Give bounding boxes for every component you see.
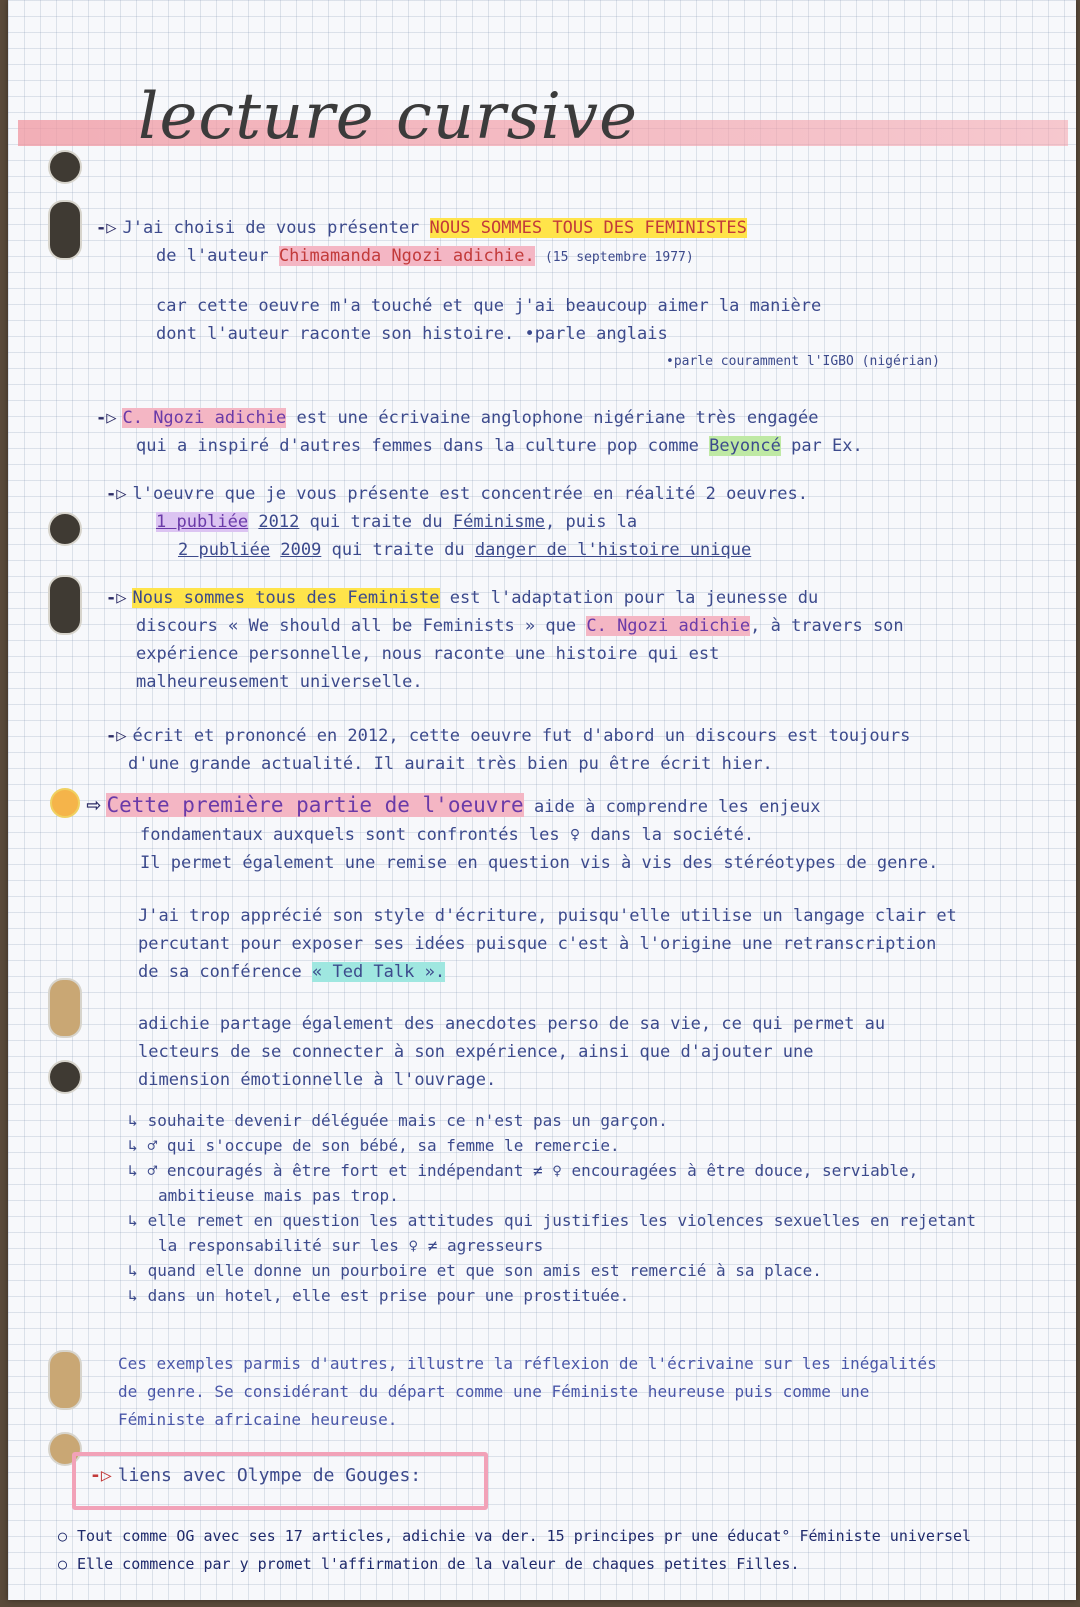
adaptation-block: -▷ Nous sommes tous des Feministe est l'adaptation pour la jeunesse du discours « We should all be Feminists » que C. Ngozi adichie, à travers son expérience personnelle, nous raconte une histoire qui est malheureusement universelle. xyxy=(106,588,904,692)
list-item: ↳ quand elle donne un pourboire et que son amis est remercié à sa place. xyxy=(128,1261,822,1280)
binder-hole xyxy=(48,1350,82,1410)
reflection-block: Ces exemples parmis d'autres, illustre la réflexion de l'écrivaine sur les inégalités de genre. Se considérant du départ comme une Féministe heureuse puis comme une Féministe africaine heureuse. xyxy=(118,1354,937,1429)
list-item: ↳ elle remet en question les attitudes qui justifies les violences sexuelles en rejetant xyxy=(128,1211,977,1230)
binder-hole xyxy=(48,512,82,546)
works-block: -▷ l'oeuvre que je vous présente est concentrée en réalité 2 oeuvres. 1 publiée 2012 qui traite du Féminisme, puis la 2 publiée 2009 qui traite du danger de l'histoire unique xyxy=(106,484,808,560)
author-name: Chimamanda Ngozi adichie. xyxy=(278,246,535,266)
list-item: ↳ dans un hotel, elle est prise pour une prostituée. xyxy=(128,1286,630,1305)
list-item: ↳ ♂ encouragés à être fort et indépendant ≠ ♀ encouragées à être douce, serviable, xyxy=(128,1161,919,1180)
list-item: ↳ souhaite devenir déléguée mais ce n'est pas un garçon. xyxy=(128,1111,668,1130)
author-paragraph: -▷ C. Ngozi adichie est une écrivaine anglophone nigériane très engagée qui a inspiré d'autres femmes dans la culture pop comme Beyoncé par Ex. xyxy=(96,408,863,456)
binder-hole xyxy=(48,150,82,184)
orange-bullet-icon xyxy=(50,788,80,818)
comparison-block: ○ Tout comme OG avec ses 17 articles, adichie va der. 15 principes pr une éducat° Féministe universel ○ Elle commence par y promet l'affirmation de la valeur de chaques petites Filles. xyxy=(58,1527,972,1573)
reason-block: car cette oeuvre m'a touché et que j'ai beaucoup aimer la manière dont l'auteur raconte son histoire. •parle anglais •parle couramment l'IGBO (nigérian) xyxy=(156,296,940,369)
binder-hole xyxy=(48,200,82,260)
book-title: NOUS SOMMES TOUS DES FEMINISTES xyxy=(429,218,747,238)
binder-hole xyxy=(48,978,82,1038)
first-part-block: ⇨ Cette première partie de l'oeuvre aide à comprendre les enjeux fondamentaux auxquels sont confrontés les ♀ dans la société. Il permet également une remise en question vis à vis des stéréotypes de genre. xyxy=(86,790,939,873)
style-block: J'ai trop apprécié son style d'écriture, puisqu'elle utilise un langage clair et percutant pour exposer ses idées puisque c'est à l'origine une retranscription de sa conférence « Ted Talk ». xyxy=(138,906,957,982)
page-title: lecture cursive xyxy=(138,80,638,154)
olympe-heading: -▷ liens avec Olympe de Gouges: xyxy=(90,1465,422,1486)
written-block: -▷ écrit et prononcé en 2012, cette oeuvre fut d'abord un discours est toujours d'une grande actualité. Il aurait très bien pu être écrit hier. xyxy=(106,726,911,774)
anecdotes-block: adichie partage également des anecdotes perso de sa vie, ce qui permet au lecteurs de se connecter à son expérience, ainsi que d'ajouter une dimension émotionnelle à l'ouvrage. xyxy=(138,1014,886,1090)
list-item: ambitieuse mais pas trop. xyxy=(158,1186,399,1205)
list-item: ↳ ♂ qui s'occupe de son bébé, sa femme le remercie. xyxy=(128,1136,620,1155)
binder-hole xyxy=(48,575,82,635)
binder-hole xyxy=(48,1060,82,1094)
examples-list xyxy=(128,1108,976,1308)
notebook-page xyxy=(8,0,1076,1600)
list-item: la responsabilité sur les ♀ ≠ agresseurs xyxy=(158,1236,544,1255)
intro-block: -▷ J'ai choisi de vous présenter NOUS SOMMES TOUS DES FEMINISTES de l'auteur Chimamanda Ngozi adichie. (15 septembre 1977) xyxy=(96,218,747,266)
